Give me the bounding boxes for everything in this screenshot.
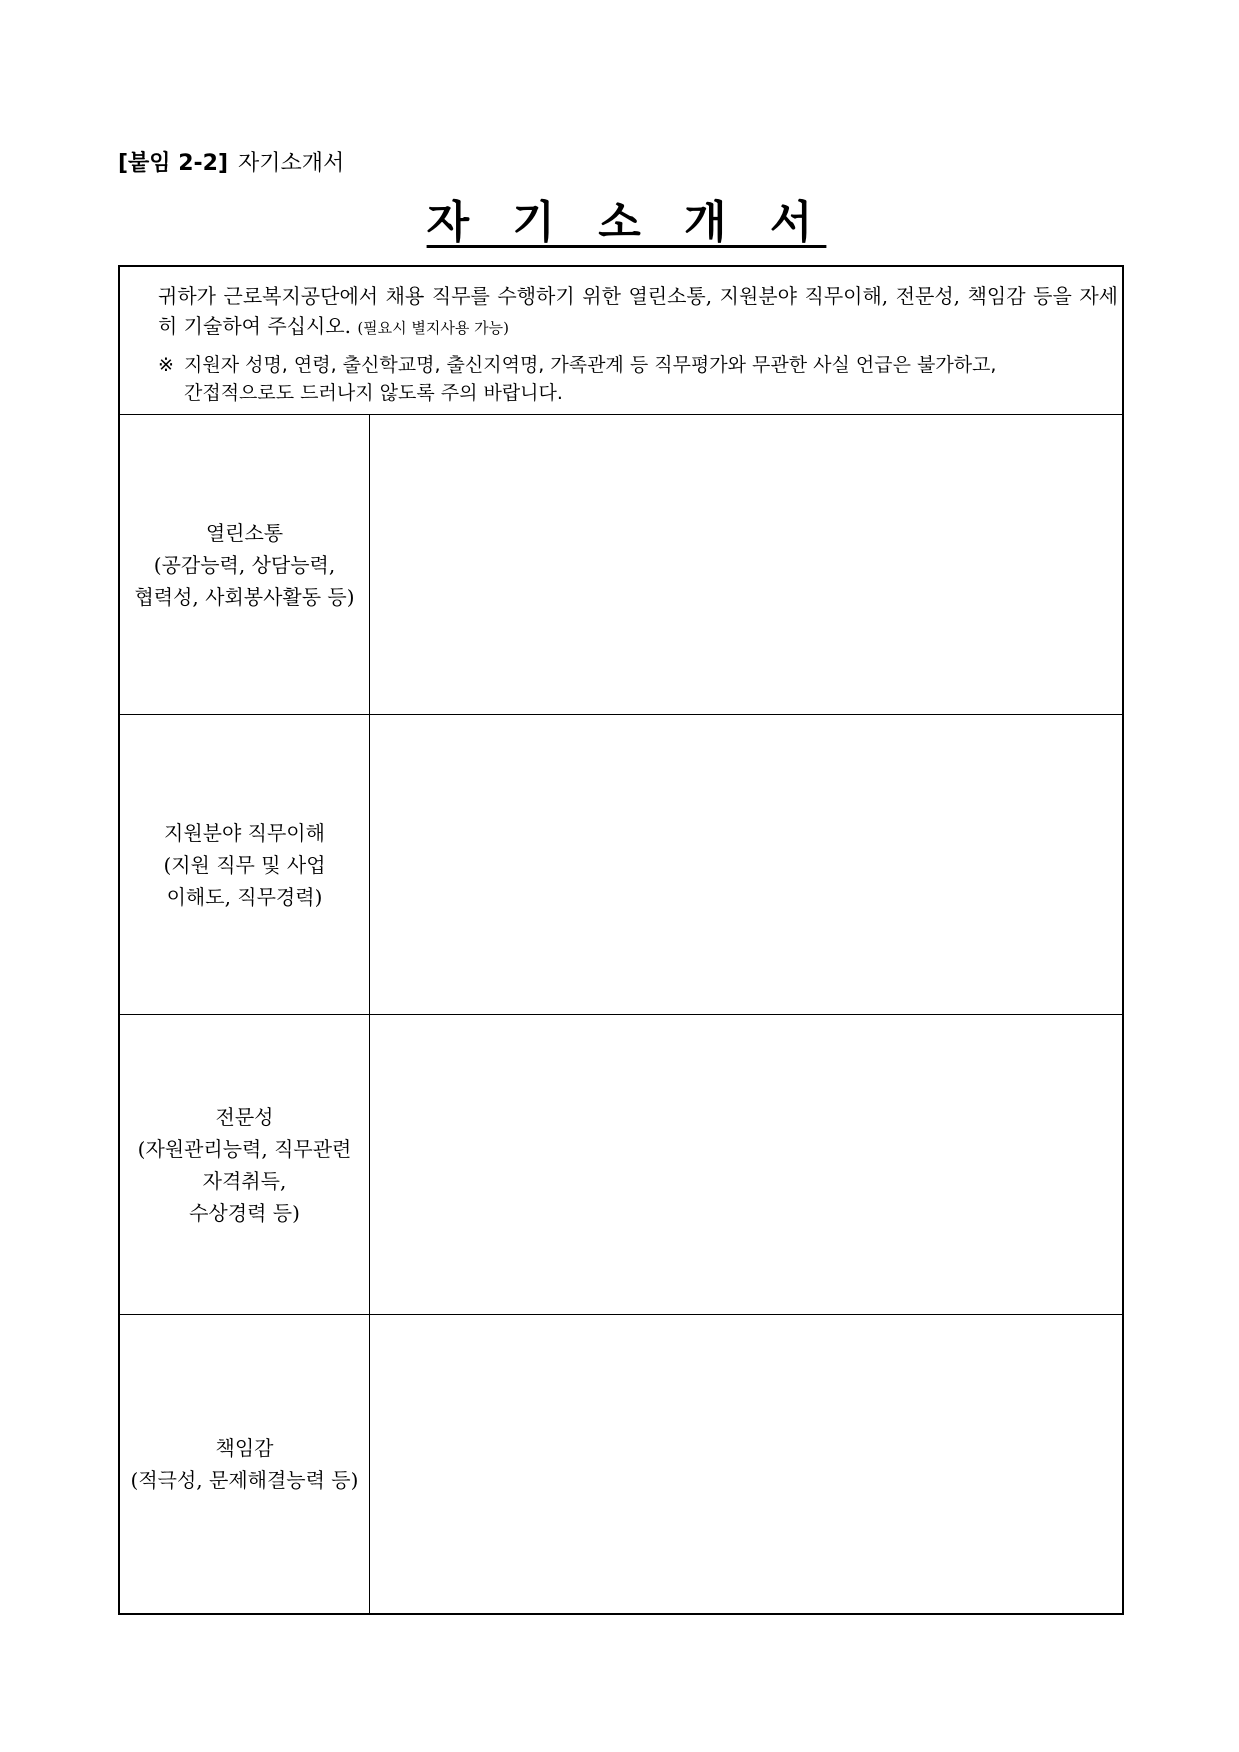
section-row-responsibility bbox=[120, 1315, 1122, 1613]
document-title bbox=[0, 186, 1239, 250]
self-introduction-form bbox=[118, 265, 1124, 1615]
instructions-caution bbox=[158, 351, 1118, 407]
section-label-responsibility bbox=[120, 1315, 370, 1613]
section-label-line: 책임감 bbox=[215, 1436, 274, 1460]
answer-field-job-understanding[interactable] bbox=[370, 715, 1122, 1014]
instructions-main-text: 귀하가 근로복지공단에서 채용 직무를 수행하기 위한 열린소통, 지원분야 직무이해, 전문성, 책임감 등을 자세히 기술하여 주십시오. bbox=[158, 284, 1118, 338]
attachment-title: 자기소개서 bbox=[238, 151, 345, 176]
section-label-line: 자격취득, bbox=[202, 1168, 287, 1193]
section-label-line: 협력성, 사회봉사활동 등) bbox=[134, 584, 355, 609]
section-label-open-communication bbox=[120, 415, 370, 714]
section-label-line: 열린소통 bbox=[205, 520, 284, 545]
instructions-cell bbox=[120, 267, 1122, 415]
section-row-job-understanding bbox=[120, 715, 1122, 1015]
section-row-open-communication bbox=[120, 415, 1122, 715]
answer-field-responsibility[interactable] bbox=[370, 1315, 1122, 1613]
attachment-tag: [붙임 2-2] bbox=[118, 151, 229, 176]
caution-line-1: 지원자 성명, 연령, 출신학교명, 출신지역명, 가족관계 등 직무평가와 무관한 사실 언급은 불가하고, bbox=[184, 354, 997, 376]
section-label-line: 수상경력 등) bbox=[189, 1200, 300, 1225]
section-label-line: (지원 직무 및 사업 bbox=[163, 852, 326, 877]
section-label-job-understanding bbox=[120, 715, 370, 1014]
reference-mark-icon: ※ bbox=[158, 354, 174, 376]
answer-field-expertise[interactable] bbox=[370, 1015, 1122, 1314]
section-label-line: 전문성 bbox=[215, 1104, 274, 1129]
section-label-line: (공감능력, 상담능력, bbox=[153, 552, 336, 577]
section-label-line: 이해도, 직무경력) bbox=[166, 884, 323, 909]
section-label-line: 지원분야 직무이해 bbox=[164, 820, 325, 845]
attachment-label bbox=[118, 146, 344, 177]
section-label-expertise bbox=[120, 1015, 370, 1314]
instructions-optional-note: (필요시 별지사용 가능) bbox=[357, 319, 509, 337]
document-title-text: 자 기 소 개 서 bbox=[426, 197, 827, 248]
section-row-expertise bbox=[120, 1015, 1122, 1315]
section-label-line: (자원관리능력, 직무관련 bbox=[137, 1136, 352, 1161]
instructions-main bbox=[158, 281, 1118, 343]
answer-field-open-communication[interactable] bbox=[370, 415, 1122, 714]
caution-line-2: 간접적으로도 드러나지 않도록 주의 바랍니다. bbox=[184, 382, 563, 404]
section-label-line: (적극성, 문제해결능력 등) bbox=[130, 1468, 359, 1492]
